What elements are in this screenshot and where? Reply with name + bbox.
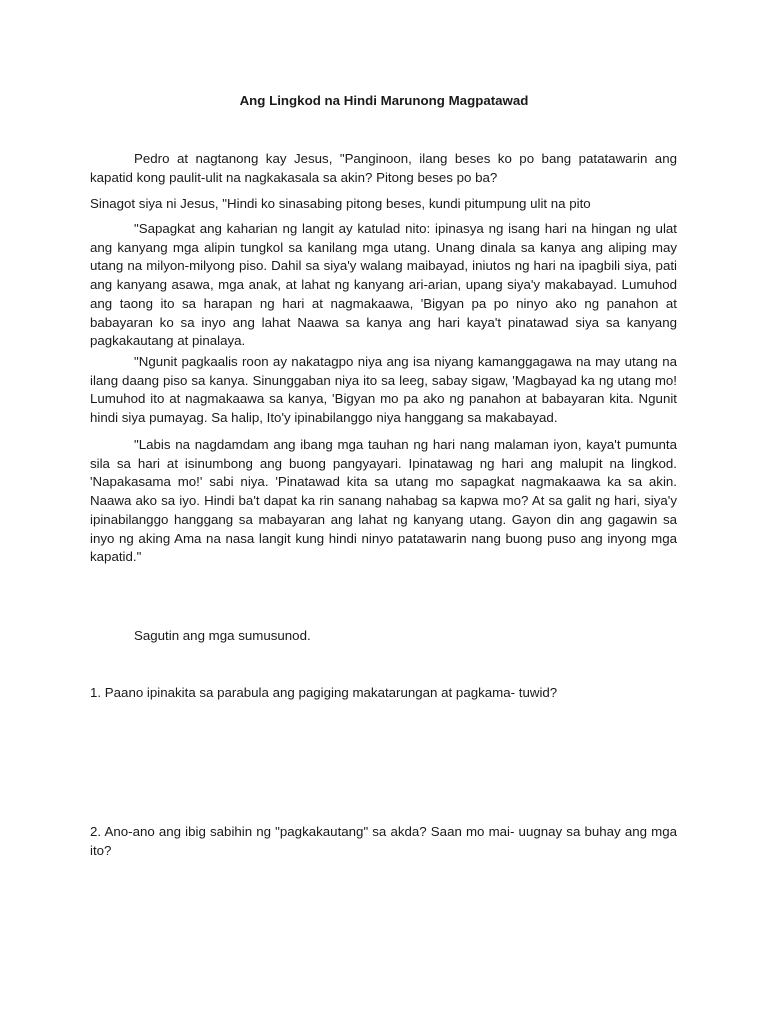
- document-title: Ang Lingkod na Hindi Marunong Magpatawad: [239, 93, 529, 108]
- paragraph-4: "Ngunit pagkaalis roon ay nakatagpo niya ang isa niyang kamanggagawa na may utang na ilang daang piso sa kanya. Sinunggaban niya ito sa leeg, sabay sigaw, 'Magbayad ka ng utang mo! Lumuhod ito at nagmakaawa sa kanya, 'Bigyan mo pa ako ng panahon at babayaran kita. Ngunit hindi siya pumayag. Sa halip, Ito'y ipinabilanggo niya hanggang sa makabayad.: [90, 354, 677, 426]
- paragraph-1: Pedro at nagtanong kay Jesus, "Panginoon, ilang beses ko po bang patatawarin ang kapatid kong paulit-ulit na nagkakasala sa akin? Pitong beses po ba?: [90, 151, 677, 185]
- question-2: 2. Ano-ano ang ibig sabihin ng "pagkakautang" sa akda? Saan mo mai- uugnay sa buhay ang mga ito?: [90, 824, 677, 858]
- paragraph-2: Sinagot siya ni Jesus, "Hindi ko sinasabing pitong beses, kundi pitumpung ulit na pito: [90, 196, 591, 211]
- question-1: 1. Paano ipinakita sa parabula ang pagiging makatarungan at pagkama- tuwid?: [90, 685, 558, 700]
- paragraph-5: "Labis na nagdamdam ang ibang mga tauhan ng hari nang malaman iyon, kaya't pumunta sila sa hari at isinumbong ang buong pangyayari. Ipinatawag ng hari ang malupit na lingkod. 'Napakasama mo!' sabi niya. 'Pinatawad kita sa utang mo sapagkat nagmakaawa ka sa akin. Naawa ako sa iyo. Hindi ba't dapat ka rin sanang nahabag sa kapwa mo? At sa galit ng hari, siya'y ipinabilanggo hanggang sa mabayaran ang lahat ng kanyang utang. Gayon din ang gagawin sa inyo ng aking Ama na nasa langit kung hindi ninyo patatawarin nang buong puso ang inyong mga kapatid.": [90, 437, 677, 565]
- instruction-text: Sagutin ang mga sumusunod.: [134, 628, 311, 643]
- paragraph-3: "Sapagkat ang kaharian ng langit ay katulad nito: ipinasya ng isang hari na hingan ng ulat ang kanyang mga alipin tungkol sa kanilang mga utang. Unang dinala sa kanya ang aliping may utang na milyon-milyong piso. Dahil sa siya'y walang maibayad, iniutos ng hari na ipagbili siya, pati ang kanyang asawa, mga anak, at lahat ng kanyang ari-arian, upang siya'y makabayad. Lumuhod ang taong ito sa harapan ng hari at nagmakaawa, 'Bigyan pa po ninyo ako ng panahon at babayaran ko sa inyo ang lahat Naawa sa kanya ang hari kaya't pinatawad siya sa kanyang pagkakautang at pinalaya.: [90, 221, 677, 349]
